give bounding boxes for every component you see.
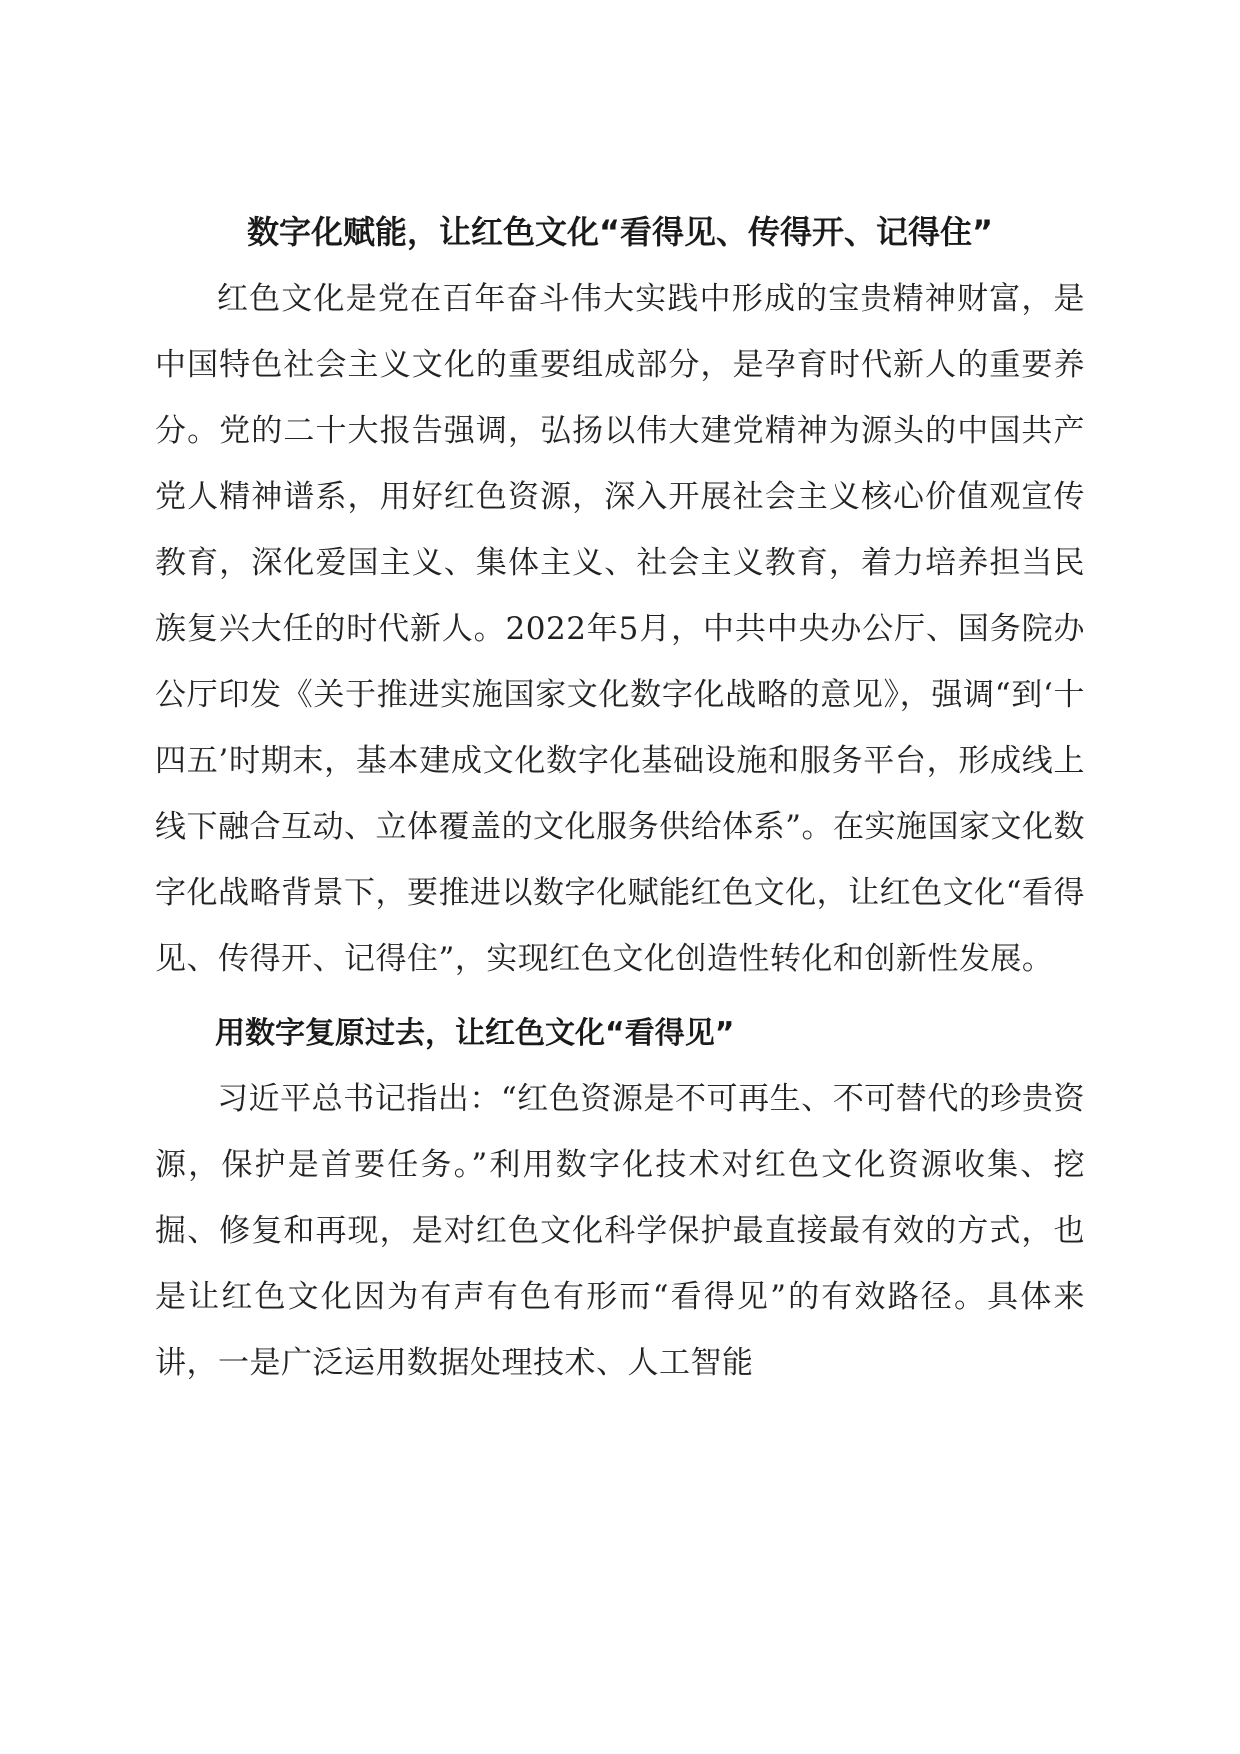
document-page: [155, 200, 1085, 1396]
section-paragraph: 习近平总书记指出：“红色资源是不可再生、不可替代的珍贵资源，保护是首要任务。”利用数字化技术对红色文化资源收集、挖掘、修复和再现，是对红色文化科学保护最直接最有效的方式，也是让红色文化因为有声有色有形而“看得见”的有效路径。具体来讲，一是广泛运用数据处理技术、人工智能: [155, 1081, 1085, 1381]
intro-paragraph: 红色文化是党在百年奋斗伟大实践中形成的宝贵精神财富，是中国特色社会主义文化的重要组成部分，是孕育时代新人的重要养分。党的二十大报告强调，弘扬以伟大建党精神为源头的中国共产党人精神谱系，用好红色资源，深入开展社会主义核心价值观宣传教育，深化爱国主义、集体主义、社会主义教育，着力培养担当民族复兴大任的时代新人。2022年5月，中共中央办公厅、国务院办公厅印发《关于推进实施国家文化数字化战略的意见》，强调“到‘十四五’时期末，基本建成文化数字化基础设施和服务平台，形成线上线下融合互动、立体覆盖的文化服务供给体系”。在实施国家文化数字化战略背景下，要推进以数字化赋能红色文化，让红色文化“看得见、传得开、记得住”，实现红色文化创造性转化和创新性发展。: [155, 281, 1085, 977]
section-heading: 用数字复原过去，让红色文化“看得见”: [215, 1016, 735, 1051]
document-title: 数字化赋能，让红色文化“看得见、传得开、记得住”: [246, 213, 994, 251]
